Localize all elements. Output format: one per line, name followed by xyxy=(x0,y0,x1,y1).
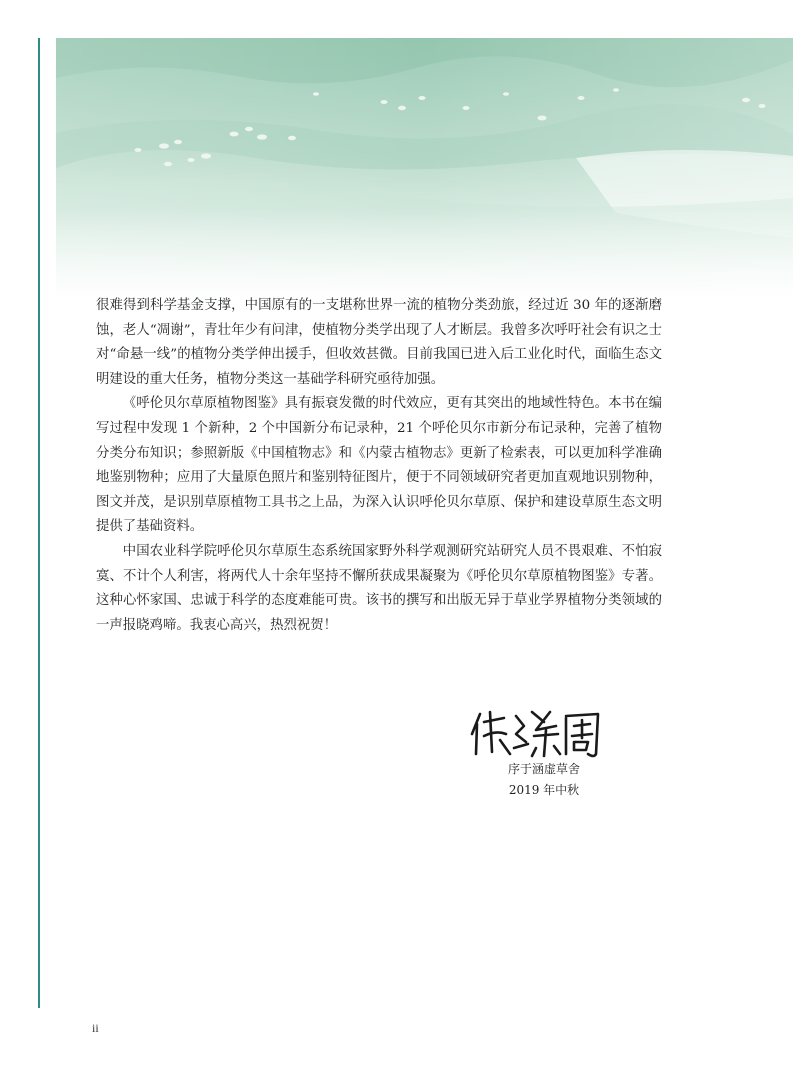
handwritten-signature xyxy=(466,704,606,762)
page-number: ii xyxy=(92,1021,99,1035)
paragraph-1: 很难得到科学基金支撑，中国原有的一支堪称世界一流的植物分类劲旅，经过近 30 年的逐渐磨蚀，老人“凋谢”，青壮年少有问津，使植物分类学出现了人才断层。我曾多次呼吁社会有识之士对“命悬一线”的植物分类学伸出援手，但收效甚微。目前我国已进入后工业化时代，面临生态文明建设的重大任务，植物分类这一基础学科研究亟待加强。 xyxy=(96,298,662,387)
grassland-banner-image xyxy=(56,38,793,300)
signature-date: 2019 年中秋 xyxy=(508,783,580,797)
preface-body xyxy=(96,294,662,638)
paragraph-2: 《呼伦贝尔草原植物图鉴》具有振衰发微的时代效应，更有其突出的地域性特色。本书在编写过程中发现 1 个新种，2 个中国新分布记录种，21 个呼伦贝尔市新分布记录种，完善了植物分类分布知识；参照新版《中国植物志》和《内蒙古植物志》更新了检索表，可以更加科学准确地鉴别物种；应用了大量原色照片和鉴别特征图片，便于不同领域研究者更加直观地识别物种，图文并茂，是识别草原植物工具书之上品，为深入认识呼伦贝尔草原、保护和建设草原生态文明提供了基础资料。 xyxy=(96,396,662,535)
signature-place: 序于涵虚草舍 xyxy=(507,762,580,776)
left-margin-rule xyxy=(38,38,40,1008)
paragraph-3: 中国农业科学院呼伦贝尔草原生态系统国家野外科学观测研究站研究人员不畏艰难、不怕寂寞、不计个人利害，将两代人十余年坚持不懈所获成果凝聚为《呼伦贝尔草原植物图鉴》专著。这种心怀家国、忠诚于科学的态度难能可贵。该书的撰写和出版无异于草业学界植物分类领域的一声报晓鸡啼。我衷心高兴，热烈祝贺！ xyxy=(96,543,662,633)
